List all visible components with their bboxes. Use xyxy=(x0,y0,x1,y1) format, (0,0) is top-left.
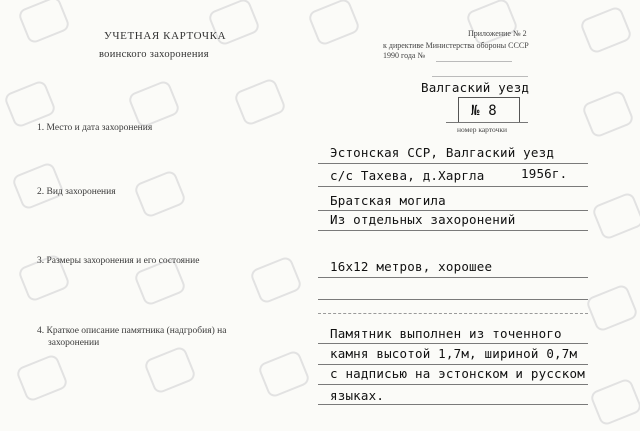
place-year: 1956г. xyxy=(521,166,568,181)
watermark-stamp xyxy=(3,79,57,129)
monument-description-line-3: с надписью на эстонском и русском xyxy=(330,366,585,381)
region-name: Валгаский уезд xyxy=(421,80,530,95)
watermark-stamp xyxy=(579,5,633,55)
appendix-line-3: 1990 года № xyxy=(383,51,426,60)
card-number-underline xyxy=(446,122,528,123)
watermark-stamp xyxy=(11,161,65,211)
appendix-line-2: к директиве Министерства обороны СССР xyxy=(383,41,529,50)
card-title: УЧЕТНАЯ КАРТОЧКА xyxy=(104,30,227,42)
rule xyxy=(318,364,588,365)
monument-description-label-cont: захоронении xyxy=(48,338,100,348)
watermark-stamp xyxy=(143,345,197,395)
rule xyxy=(318,277,588,278)
watermark-stamp xyxy=(307,0,361,47)
appendix-underline xyxy=(436,61,512,62)
rule xyxy=(318,210,588,211)
card-subtitle: воинского захоронения xyxy=(99,49,209,60)
watermark-stamp xyxy=(249,255,303,305)
rule xyxy=(318,313,588,314)
monument-description-label: 4. Краткое описание памятника (надгробия) на xyxy=(37,326,227,336)
rule xyxy=(318,299,588,300)
rule xyxy=(318,343,588,344)
watermark-stamp xyxy=(589,377,640,427)
place-line-1: Эстонская ССР, Валгаский уезд xyxy=(330,145,555,160)
size-condition-line-1: 16x12 метров, хорошее xyxy=(330,259,493,274)
rule xyxy=(318,186,588,187)
appendix-line-1: Приложение № 2 xyxy=(468,29,527,38)
rule xyxy=(318,404,588,405)
card-number-caption: номер карточки xyxy=(457,125,507,134)
card-number: № 8 xyxy=(471,103,497,119)
size-condition-label: 3. Размеры захоронения и его состояние xyxy=(37,256,200,266)
burial-type-line-1: Братская могила xyxy=(330,193,446,208)
burial-type-line-2: Из отдельных захоронений xyxy=(330,212,516,227)
watermark-stamp xyxy=(591,191,640,241)
watermark-stamp xyxy=(257,349,311,399)
rule xyxy=(318,230,588,231)
rule xyxy=(318,384,588,385)
watermark-stamp xyxy=(585,283,639,333)
monument-description-line-1: Памятник выполнен из точенного xyxy=(330,326,562,341)
place-line-2: с/с Тахева, д.Харгла xyxy=(330,168,485,183)
burial-type-label: 2. Вид захоронения xyxy=(37,187,116,197)
watermark-stamp xyxy=(233,77,287,127)
region-underline-top xyxy=(432,76,528,77)
watermark-stamp xyxy=(127,79,181,129)
watermark-stamp xyxy=(465,0,519,47)
monument-description-line-2: камня высотой 1,7м, шириной 0,7м xyxy=(330,346,578,361)
monument-description-line-4: языках. xyxy=(330,388,385,403)
rule xyxy=(318,163,588,164)
place-date-label: 1. Место и дата захоронения xyxy=(37,123,153,133)
watermark-stamp xyxy=(133,169,187,219)
watermark-stamp xyxy=(581,89,635,139)
watermark-stamp xyxy=(15,353,69,403)
watermark-stamp xyxy=(17,0,71,45)
